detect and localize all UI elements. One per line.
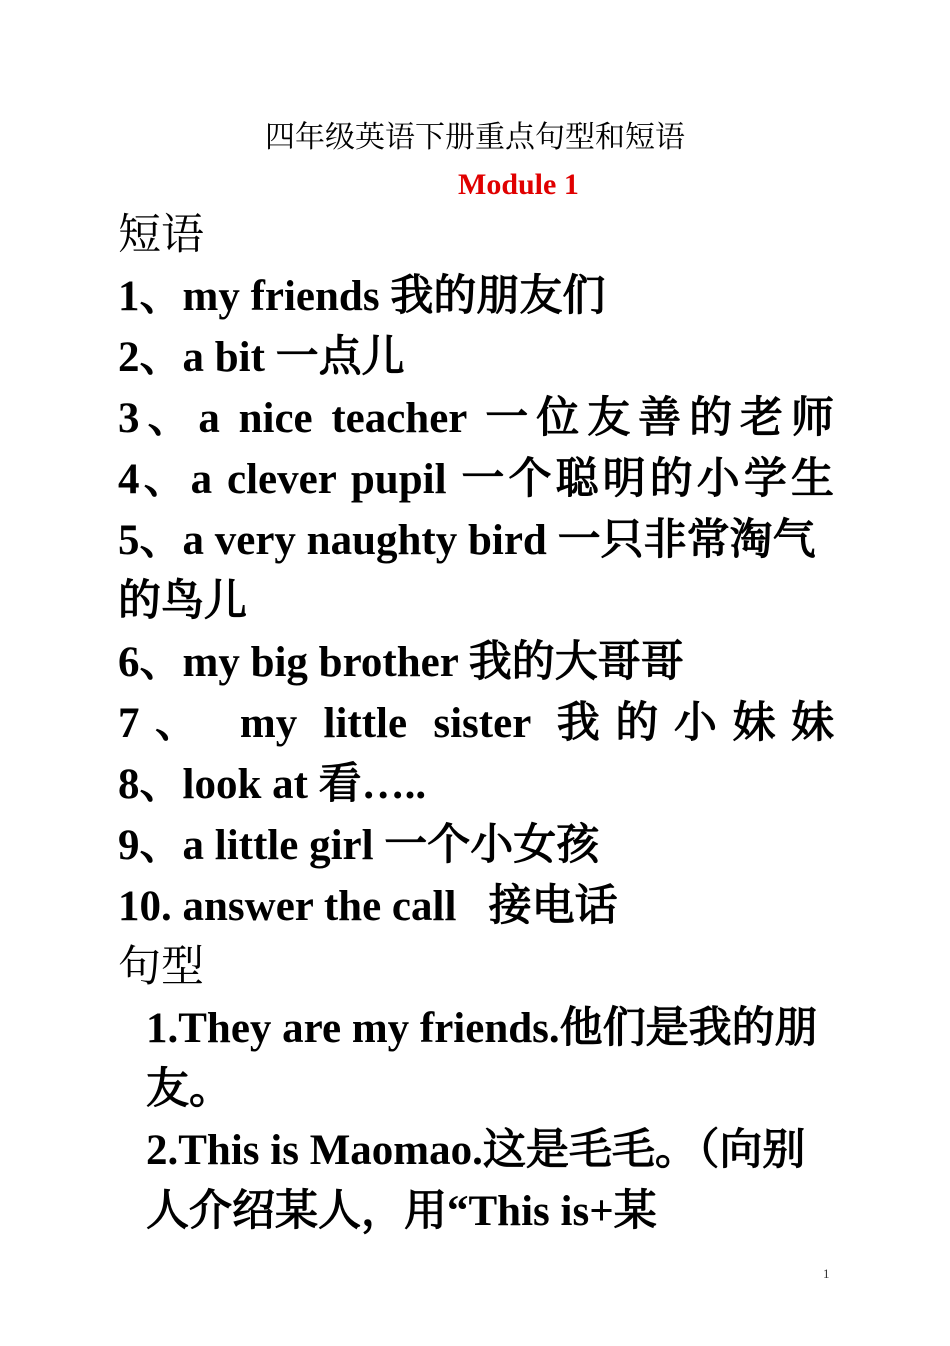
phrase-item: 1、my friends 我的朋友们 [118, 273, 606, 320]
phrase-item: 5、a very naughty bird 一只非常淘气的鸟儿 [118, 517, 816, 625]
phrase-item: 4、a clever pupil 一个聪明的小学生 [118, 456, 834, 503]
document-body [118, 205, 834, 1242]
sentence-item: 1.They are my friends.他们是我的朋友。 [146, 1005, 818, 1113]
module-title: Module 1 [458, 168, 579, 201]
phrase-item: 8、look at 看….. [118, 761, 427, 808]
phrase-item: 6、my big brother 我的大哥哥 [118, 639, 684, 686]
page-number: 1 [823, 1266, 830, 1281]
phrase-item: 7、 my little sister 我的小妹妹 [118, 700, 834, 747]
phrase-item: 3、a nice teacher 一位友善的老师 [118, 395, 834, 442]
document-title: 四年级英语下册重点句型和短语 [265, 121, 685, 154]
phrase-item: 2、a bit 一点儿 [118, 334, 405, 381]
phrase-item: 10. answer the call 接电话 [118, 883, 618, 930]
phrases-heading: 短语 [118, 212, 204, 259]
sentences-heading: 句型 [118, 944, 204, 991]
phrase-item: 9、a little girl 一个小女孩 [118, 822, 600, 869]
sentence-item: 2.This is Maomao.这是毛毛。（向别人介绍某人，用“This is+某 [146, 1127, 806, 1235]
